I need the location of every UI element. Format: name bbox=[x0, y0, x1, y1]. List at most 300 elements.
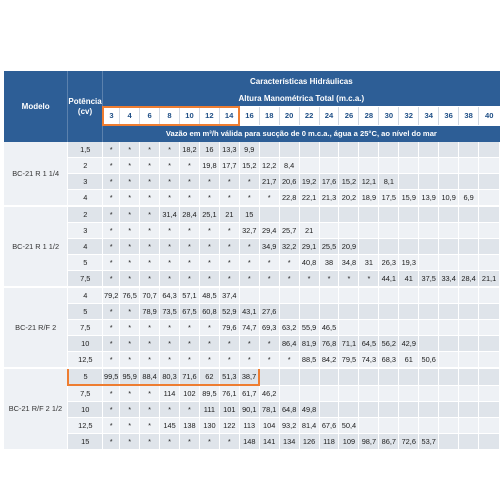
flow-cell: 31,4 bbox=[160, 206, 180, 223]
flow-cell bbox=[479, 304, 500, 320]
power-column-header: Potência (cv) bbox=[68, 71, 103, 142]
flow-cell: 79,2 bbox=[103, 287, 120, 304]
flow-cell: 130 bbox=[199, 418, 219, 434]
flow-cell bbox=[479, 142, 500, 158]
flow-cell: 34,9 bbox=[259, 239, 279, 255]
flow-cell: 69,3 bbox=[259, 320, 279, 336]
flow-cell bbox=[299, 206, 319, 223]
flow-cell bbox=[479, 190, 500, 207]
flow-cell: 102 bbox=[179, 385, 199, 402]
flow-cell: 43,1 bbox=[239, 304, 259, 320]
flow-cell bbox=[439, 434, 459, 451]
flow-cell: * bbox=[179, 239, 199, 255]
flow-cell: 25,7 bbox=[279, 223, 299, 239]
flow-cell: 84,2 bbox=[319, 352, 339, 369]
power-cell: 5 bbox=[68, 255, 103, 271]
flow-cell bbox=[439, 255, 459, 271]
flow-cell: 98,7 bbox=[359, 434, 379, 451]
flow-cell: * bbox=[103, 158, 120, 174]
flow-cell bbox=[419, 385, 439, 402]
flow-cell: 37,4 bbox=[219, 287, 239, 304]
flow-cell: * bbox=[140, 385, 160, 402]
table-row bbox=[4, 239, 500, 255]
flow-cell bbox=[399, 223, 419, 239]
flow-cell bbox=[479, 320, 500, 336]
height-header-3: 3 bbox=[103, 107, 120, 125]
flow-cell bbox=[399, 206, 419, 223]
flow-cell: * bbox=[359, 271, 379, 288]
flow-cell: * bbox=[179, 223, 199, 239]
flow-cell: * bbox=[279, 352, 299, 369]
power-cell: 12,5 bbox=[68, 352, 103, 369]
flow-cell bbox=[459, 402, 479, 418]
flow-cell: 20,6 bbox=[279, 174, 299, 190]
flow-cell: * bbox=[120, 352, 140, 369]
flow-cell: * bbox=[120, 142, 140, 158]
flow-cell bbox=[439, 239, 459, 255]
flow-cell bbox=[459, 174, 479, 190]
flow-cell: * bbox=[199, 271, 219, 288]
flow-cell: * bbox=[160, 239, 180, 255]
flow-cell bbox=[339, 142, 359, 158]
flow-cell bbox=[439, 320, 459, 336]
flow-cell: * bbox=[140, 142, 160, 158]
power-cell: 10 bbox=[68, 402, 103, 418]
flow-cell: 17,5 bbox=[379, 190, 399, 207]
power-cell: 4 bbox=[68, 287, 103, 304]
flow-cell: * bbox=[120, 336, 140, 352]
flow-cell: 41 bbox=[399, 271, 419, 288]
flow-cell: * bbox=[259, 190, 279, 207]
flow-cell: 38 bbox=[319, 255, 339, 271]
flow-cell bbox=[319, 206, 339, 223]
flow-cell bbox=[459, 434, 479, 451]
flow-cell bbox=[279, 304, 299, 320]
flow-cell: * bbox=[103, 385, 120, 402]
flow-cell bbox=[479, 255, 500, 271]
flow-cell: * bbox=[199, 174, 219, 190]
flow-cell: * bbox=[259, 352, 279, 369]
flow-cell bbox=[259, 368, 279, 385]
flow-cell: * bbox=[160, 142, 180, 158]
flow-cell: 53,7 bbox=[419, 434, 439, 451]
flow-cell bbox=[479, 336, 500, 352]
flow-cell bbox=[479, 287, 500, 304]
flow-cell: * bbox=[219, 223, 239, 239]
height-header-10: 10 bbox=[179, 107, 199, 125]
flow-cell: 13,3 bbox=[219, 142, 239, 158]
flow-cell bbox=[479, 174, 500, 190]
flow-cell: * bbox=[140, 271, 160, 288]
flow-cell: 71,6 bbox=[179, 368, 199, 385]
flow-cell bbox=[339, 223, 359, 239]
flow-note: Vazão em m³/h válida para sucção de 0 m.c.a., água a 25°C, ao nível do mar bbox=[103, 125, 500, 142]
flow-cell: * bbox=[103, 190, 120, 207]
flow-cell bbox=[299, 142, 319, 158]
flow-cell: 15 bbox=[239, 206, 259, 223]
flow-cell bbox=[459, 206, 479, 223]
flow-cell: 29,4 bbox=[259, 223, 279, 239]
flow-cell: * bbox=[103, 402, 120, 418]
flow-cell: 68,3 bbox=[379, 352, 399, 369]
flow-cell: * bbox=[179, 320, 199, 336]
model-name: BC-21 R/F 2 1/2 bbox=[4, 368, 68, 450]
flow-cell bbox=[419, 418, 439, 434]
flow-cell: * bbox=[120, 402, 140, 418]
flow-cell: * bbox=[160, 402, 180, 418]
flow-cell: * bbox=[259, 336, 279, 352]
flow-cell: 89,5 bbox=[199, 385, 219, 402]
flow-cell: 141 bbox=[259, 434, 279, 451]
flow-cell: 93,2 bbox=[279, 418, 299, 434]
flow-cell: 37,5 bbox=[419, 271, 439, 288]
flow-cell: * bbox=[199, 255, 219, 271]
flow-cell bbox=[359, 287, 379, 304]
flow-cell: * bbox=[319, 271, 339, 288]
flow-cell: * bbox=[179, 174, 199, 190]
flow-cell bbox=[359, 239, 379, 255]
height-header-26: 26 bbox=[339, 107, 359, 125]
flow-cell: * bbox=[239, 352, 259, 369]
model-name: BC-21 R 1 1/4 bbox=[4, 142, 68, 206]
flow-cell: 46,2 bbox=[259, 385, 279, 402]
flow-cell bbox=[399, 385, 419, 402]
flow-cell: 19,2 bbox=[299, 174, 319, 190]
flow-cell bbox=[459, 287, 479, 304]
flow-cell bbox=[399, 174, 419, 190]
flow-cell: 8,1 bbox=[379, 174, 399, 190]
flow-cell: * bbox=[219, 336, 239, 352]
flow-cell bbox=[319, 223, 339, 239]
flow-cell bbox=[459, 223, 479, 239]
flow-cell: * bbox=[239, 239, 259, 255]
flow-cell: * bbox=[299, 271, 319, 288]
flow-cell bbox=[339, 320, 359, 336]
flow-cell: * bbox=[160, 223, 180, 239]
flow-cell: 80,3 bbox=[160, 368, 180, 385]
flow-cell: 32,7 bbox=[239, 223, 259, 239]
flow-cell bbox=[379, 385, 399, 402]
flow-cell: 21 bbox=[299, 223, 319, 239]
flow-cell: 49,8 bbox=[299, 402, 319, 418]
flow-cell bbox=[359, 206, 379, 223]
table-row bbox=[4, 385, 500, 402]
table-row bbox=[4, 287, 500, 304]
flow-cell bbox=[379, 320, 399, 336]
flow-cell: 138 bbox=[179, 418, 199, 434]
flow-cell bbox=[459, 320, 479, 336]
flow-cell: 15,2 bbox=[339, 174, 359, 190]
flow-cell: * bbox=[179, 402, 199, 418]
flow-cell: * bbox=[140, 223, 160, 239]
flow-cell: 64,3 bbox=[160, 287, 180, 304]
flow-cell: * bbox=[160, 336, 180, 352]
flow-cell: * bbox=[259, 271, 279, 288]
flow-cell: 17,7 bbox=[219, 158, 239, 174]
flow-cell: 60,8 bbox=[199, 304, 219, 320]
flow-cell bbox=[339, 206, 359, 223]
flow-cell: 31 bbox=[359, 255, 379, 271]
flow-cell: * bbox=[140, 336, 160, 352]
flow-cell bbox=[459, 239, 479, 255]
flow-cell: 95,9 bbox=[120, 368, 140, 385]
table-row bbox=[4, 304, 500, 320]
flow-cell bbox=[459, 304, 479, 320]
flow-cell: 145 bbox=[160, 418, 180, 434]
flow-cell bbox=[439, 368, 459, 385]
flow-cell: 21,3 bbox=[319, 190, 339, 207]
flow-cell: 73,5 bbox=[160, 304, 180, 320]
flow-cell: 50,6 bbox=[419, 352, 439, 369]
flow-cell: * bbox=[103, 336, 120, 352]
flow-cell: 88,4 bbox=[140, 368, 160, 385]
flow-cell bbox=[379, 402, 399, 418]
head-header: Altura Manométrica Total (m.c.a.) bbox=[103, 92, 500, 107]
flow-cell bbox=[399, 287, 419, 304]
flow-cell bbox=[439, 223, 459, 239]
power-cell: 7,5 bbox=[68, 271, 103, 288]
flow-cell bbox=[479, 352, 500, 369]
flow-cell: 113 bbox=[239, 418, 259, 434]
flow-cell bbox=[419, 239, 439, 255]
table-row bbox=[4, 142, 500, 158]
power-cell: 3 bbox=[68, 223, 103, 239]
flow-cell: 72,6 bbox=[399, 434, 419, 451]
flow-cell bbox=[419, 206, 439, 223]
flow-cell: * bbox=[279, 271, 299, 288]
flow-cell bbox=[319, 385, 339, 402]
height-header-38: 38 bbox=[459, 107, 479, 125]
flow-cell bbox=[279, 142, 299, 158]
flow-cell: 118 bbox=[319, 434, 339, 451]
table-row bbox=[4, 336, 500, 352]
flow-cell bbox=[419, 368, 439, 385]
flow-cell: * bbox=[140, 174, 160, 190]
flow-cell bbox=[439, 304, 459, 320]
flow-cell bbox=[359, 142, 379, 158]
flow-cell: 64,5 bbox=[359, 336, 379, 352]
power-cell: 10 bbox=[68, 336, 103, 352]
table-row bbox=[4, 255, 500, 271]
flow-cell: * bbox=[120, 385, 140, 402]
flow-cell: 21 bbox=[219, 206, 239, 223]
flow-cell: * bbox=[160, 352, 180, 369]
flow-cell: 25,1 bbox=[199, 206, 219, 223]
flow-cell: * bbox=[120, 434, 140, 451]
flow-cell bbox=[399, 402, 419, 418]
flow-cell: 61 bbox=[399, 352, 419, 369]
flow-cell bbox=[419, 320, 439, 336]
flow-cell: * bbox=[140, 190, 160, 207]
flow-cell bbox=[259, 287, 279, 304]
flow-cell: 13,9 bbox=[419, 190, 439, 207]
flow-cell bbox=[239, 287, 259, 304]
flow-cell bbox=[359, 418, 379, 434]
flow-cell: 34,8 bbox=[339, 255, 359, 271]
flow-cell: * bbox=[103, 223, 120, 239]
flow-cell: 88,5 bbox=[299, 352, 319, 369]
flow-cell bbox=[339, 368, 359, 385]
flow-cell bbox=[279, 206, 299, 223]
flow-cell bbox=[259, 142, 279, 158]
flow-cell bbox=[379, 158, 399, 174]
flow-cell: 44,1 bbox=[379, 271, 399, 288]
flow-cell bbox=[299, 304, 319, 320]
flow-cell: 114 bbox=[160, 385, 180, 402]
table-row bbox=[4, 190, 500, 207]
flow-cell bbox=[339, 287, 359, 304]
flow-cell: * bbox=[120, 158, 140, 174]
flow-cell bbox=[419, 174, 439, 190]
flow-cell bbox=[459, 385, 479, 402]
flow-cell bbox=[379, 368, 399, 385]
flow-cell: 122 bbox=[219, 418, 239, 434]
flow-cell: 55,9 bbox=[299, 320, 319, 336]
flow-cell bbox=[379, 287, 399, 304]
height-header-4: 4 bbox=[120, 107, 140, 125]
flow-cell bbox=[459, 255, 479, 271]
flow-cell: * bbox=[140, 418, 160, 434]
power-cell: 1,5 bbox=[68, 142, 103, 158]
flow-cell bbox=[479, 206, 500, 223]
flow-cell: * bbox=[219, 190, 239, 207]
flow-cell: * bbox=[120, 174, 140, 190]
flow-cell bbox=[479, 239, 500, 255]
flow-cell: 16 bbox=[199, 142, 219, 158]
flow-cell: * bbox=[219, 352, 239, 369]
flow-cell: * bbox=[199, 352, 219, 369]
flow-cell: * bbox=[219, 174, 239, 190]
table-row bbox=[4, 320, 500, 336]
height-header-36: 36 bbox=[439, 107, 459, 125]
height-header-12: 12 bbox=[199, 107, 219, 125]
flow-cell bbox=[399, 142, 419, 158]
table-row bbox=[4, 418, 500, 434]
flow-cell: * bbox=[120, 418, 140, 434]
flow-cell: 12,2 bbox=[259, 158, 279, 174]
flow-cell bbox=[439, 385, 459, 402]
flow-cell: 70,7 bbox=[140, 287, 160, 304]
flow-cell: * bbox=[140, 402, 160, 418]
flow-cell: 67,6 bbox=[319, 418, 339, 434]
flow-cell: * bbox=[179, 271, 199, 288]
flow-cell: 61,7 bbox=[239, 385, 259, 402]
table-row bbox=[4, 402, 500, 418]
height-header-18: 18 bbox=[259, 107, 279, 125]
flow-cell bbox=[399, 368, 419, 385]
flow-cell: * bbox=[179, 434, 199, 451]
flow-cell bbox=[299, 287, 319, 304]
flow-cell: 64,8 bbox=[279, 402, 299, 418]
height-header-28: 28 bbox=[359, 107, 379, 125]
flow-cell: 17,6 bbox=[319, 174, 339, 190]
table-row bbox=[4, 368, 500, 385]
flow-cell bbox=[459, 352, 479, 369]
flow-cell: * bbox=[199, 336, 219, 352]
flow-cell: * bbox=[103, 320, 120, 336]
flow-cell bbox=[399, 418, 419, 434]
flow-cell: * bbox=[120, 239, 140, 255]
flow-cell bbox=[439, 402, 459, 418]
flow-cell: * bbox=[120, 304, 140, 320]
flow-cell bbox=[479, 368, 500, 385]
flow-cell: 56,2 bbox=[379, 336, 399, 352]
height-header-30: 30 bbox=[379, 107, 399, 125]
flow-cell bbox=[419, 223, 439, 239]
flow-cell: * bbox=[219, 271, 239, 288]
flow-cell bbox=[279, 385, 299, 402]
flow-cell bbox=[359, 304, 379, 320]
flow-cell: 50,4 bbox=[339, 418, 359, 434]
flow-cell bbox=[399, 320, 419, 336]
power-cell: 7,5 bbox=[68, 385, 103, 402]
flow-cell: * bbox=[103, 174, 120, 190]
flow-cell: * bbox=[339, 271, 359, 288]
flow-cell: 90,1 bbox=[239, 402, 259, 418]
flow-cell: * bbox=[140, 239, 160, 255]
flow-cell: * bbox=[103, 255, 120, 271]
flow-cell: 12,1 bbox=[359, 174, 379, 190]
flow-cell: * bbox=[219, 255, 239, 271]
flow-cell bbox=[379, 142, 399, 158]
flow-cell: 42,9 bbox=[399, 336, 419, 352]
flow-cell bbox=[279, 368, 299, 385]
flow-cell: 46,5 bbox=[319, 320, 339, 336]
flow-cell: 6,9 bbox=[459, 190, 479, 207]
flow-cell bbox=[259, 206, 279, 223]
flow-cell: 78,1 bbox=[259, 402, 279, 418]
flow-cell bbox=[359, 368, 379, 385]
flow-cell: 10,9 bbox=[439, 190, 459, 207]
flow-cell bbox=[439, 418, 459, 434]
flow-cell: * bbox=[279, 255, 299, 271]
flow-cell: * bbox=[103, 352, 120, 369]
table-row bbox=[4, 158, 500, 174]
table-row bbox=[4, 271, 500, 288]
flow-cell: 74,3 bbox=[359, 352, 379, 369]
flow-cell bbox=[459, 158, 479, 174]
flow-cell: 57,1 bbox=[179, 287, 199, 304]
flow-cell bbox=[319, 287, 339, 304]
power-cell: 2 bbox=[68, 206, 103, 223]
flow-cell: 15,9 bbox=[399, 190, 419, 207]
flow-cell: * bbox=[103, 304, 120, 320]
power-cell: 5 bbox=[68, 368, 103, 385]
flow-cell: * bbox=[160, 434, 180, 451]
flow-cell: * bbox=[199, 223, 219, 239]
flow-cell: 51,3 bbox=[219, 368, 239, 385]
flow-cell bbox=[359, 320, 379, 336]
flow-cell: * bbox=[179, 352, 199, 369]
flow-cell: 101 bbox=[219, 402, 239, 418]
flow-cell bbox=[439, 142, 459, 158]
flow-cell bbox=[359, 223, 379, 239]
power-cell: 2 bbox=[68, 158, 103, 174]
flow-cell: 19,8 bbox=[199, 158, 219, 174]
flow-cell: * bbox=[179, 255, 199, 271]
flow-cell bbox=[359, 158, 379, 174]
flow-cell: 25,5 bbox=[319, 239, 339, 255]
flow-cell: * bbox=[120, 206, 140, 223]
height-header-22: 22 bbox=[299, 107, 319, 125]
flow-cell: * bbox=[259, 255, 279, 271]
flow-cell bbox=[319, 158, 339, 174]
flow-cell: * bbox=[140, 320, 160, 336]
flow-cell bbox=[379, 418, 399, 434]
flow-cell: * bbox=[120, 255, 140, 271]
performance-table bbox=[4, 71, 500, 451]
flow-cell bbox=[479, 434, 500, 451]
